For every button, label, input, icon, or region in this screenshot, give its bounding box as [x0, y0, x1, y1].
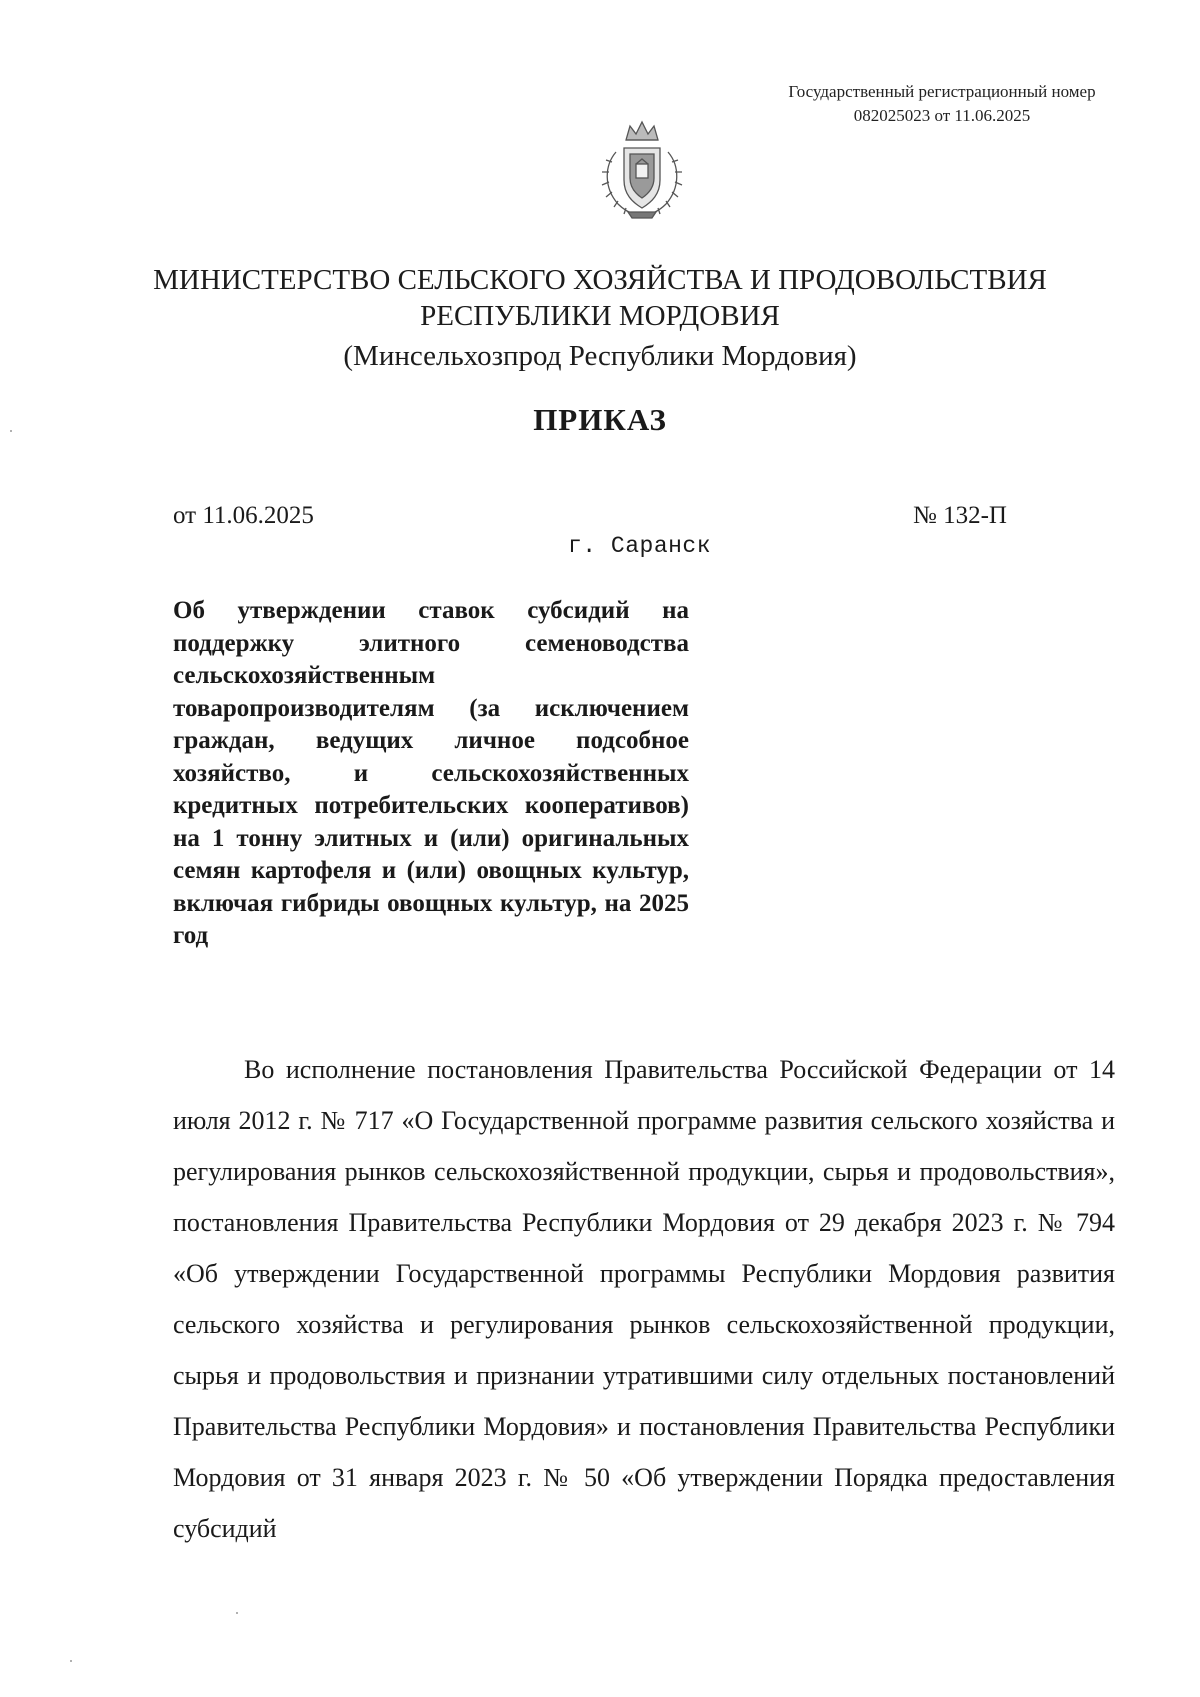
registration-value: 082025023 от 11.06.2025: [853, 106, 1031, 125]
body-paragraph: Во исполнение постановления Правительства Российской Федерации от 14 июля 2012 г. № 717 «О Государственной программе развития сельского хозяйства и регулирования рынков сельскохозяйственной продукции, сырья и продовольствия», постановления Правительства Республики Мордовия от 29 декабря 2023 г. № 794 «Об утверждении Государственной программы Республики Мордовия развития сельского хозяйства и регулирования рынков сельскохозяйственной продукции, сырья и продовольствия и признании утратившими силу отдельных постановлений Правительства Республики Мордовия» и постановления Правительства Республики Мордовия от 31 января 2023 г. № 50 «Об утверждении Порядка предоставления субсидий: [173, 1055, 1115, 1543]
coat-of-arms-drawing: [596, 118, 688, 222]
scan-speck: [236, 1612, 238, 1614]
scan-speck: [10, 430, 12, 432]
registration-number-block: [732, 80, 1152, 128]
registration-label: Государственный регистрационный номер: [788, 82, 1096, 101]
document-city: г. Саранск: [568, 533, 712, 559]
document-number: № 132-П: [913, 502, 1007, 529]
ministry-header: [0, 262, 1200, 374]
ministry-name-line2: РЕСПУБЛИКИ МОРДОВИЯ: [420, 300, 780, 332]
scan-speck: [70, 1660, 72, 1662]
coat-of-arms-icon: [596, 118, 688, 222]
document-type: ПРИКАЗ: [533, 402, 667, 437]
document-date: от 11.06.2025: [173, 502, 314, 529]
ministry-name-line1: МИНИСТЕРСТВО СЕЛЬСКОГО ХОЗЯЙСТВА И ПРОДОВОЛЬСТВИЯ: [153, 264, 1047, 296]
document-title: Об утверждении ставок субсидий на поддержку элитного семеноводства сельскохозяйственным товаропроизводителям (за исключением граждан, ведущих личное подсобное хозяйство, и сельскохозяйственных кредитных потребительских кооперативов) на 1 тонну элитных и (или) оригинальных семян картофеля и (или) овощных культур, включая гибриды овощных культур, на 2025 год: [173, 597, 689, 949]
ministry-short-name: (Минсельхозпрод Республики Мордовия): [343, 340, 857, 372]
